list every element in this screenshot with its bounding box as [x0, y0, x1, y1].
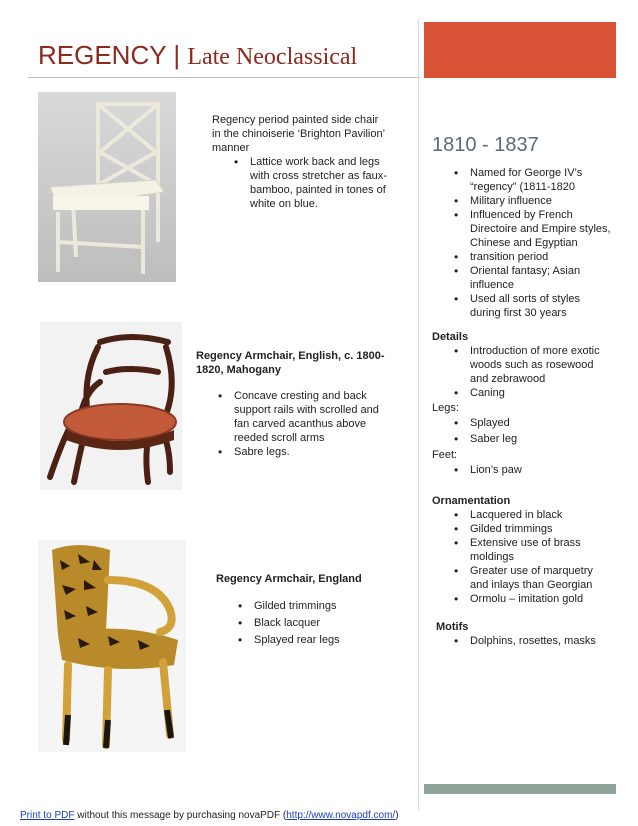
chair3-caption: Regency Armchair, England — [216, 573, 362, 585]
list-item: • Black lacquer — [234, 615, 386, 632]
list-item: • Named for George IV’s “regency” (1811-1820 — [432, 166, 612, 194]
list-item: • Introduction of more exotic woods such as rosewood and zebrawood — [432, 344, 612, 386]
sidebar-divider — [418, 20, 419, 810]
chair1-bullets — [230, 155, 388, 211]
list-item: • Influenced by French Directoire and Empire styles, Chinese and Egyptian — [432, 208, 612, 250]
chair2-caption-block — [196, 349, 396, 459]
sidebar-intro-list — [432, 166, 612, 320]
list-item: • Gilded trimmings — [234, 598, 386, 615]
legs-list — [432, 415, 612, 447]
list-item: • Greater use of marquetry and inlays than Georgian — [432, 564, 612, 592]
list-item: • Dolphins, rosettes, masks — [432, 634, 612, 648]
footer — [20, 810, 399, 821]
sidebar — [432, 134, 612, 648]
footer-end: ) — [395, 810, 399, 821]
chair1-image — [38, 92, 176, 282]
novapdf-link[interactable]: http://www.novapdf.com/ — [286, 810, 396, 821]
sidebar-header-block — [424, 22, 616, 78]
list-item: • Ormolu – imitation gold — [432, 592, 612, 606]
feet-label: Feet: — [432, 449, 458, 461]
chair3-image — [38, 540, 186, 752]
title-rule — [28, 77, 420, 78]
details-list — [432, 344, 612, 400]
list-item: • Concave cresting and back support rails with scrolled and fan carved acanthus above reeded scroll arms — [214, 389, 396, 445]
motifs-heading: Motifs — [436, 621, 469, 633]
chair2-image — [40, 322, 182, 490]
list-item: • Military influence — [432, 194, 612, 208]
motifs-list — [432, 634, 612, 648]
chair3-caption-block — [216, 572, 386, 649]
sidebar-footer-block — [424, 784, 616, 794]
list-item: • transition period — [432, 250, 612, 264]
list-item: • Caning — [432, 386, 612, 400]
list-item: • Used all sorts of styles during first 30 years — [432, 292, 612, 320]
list-item: • Oriental fantasy; Asian influence — [432, 264, 612, 292]
footer-text: without this message by purchasing novaPDF ( — [74, 810, 287, 821]
list-item: • Saber leg — [432, 431, 612, 447]
list-item: • Lion’s paw — [432, 462, 612, 478]
sidebar-years: 1810 - 1837 — [432, 134, 539, 156]
page-title — [38, 40, 357, 71]
legs-label: Legs: — [432, 402, 459, 414]
chair1-caption: Regency period painted side chair in the chinoiserie ‘Brighton Pavilion’ manner — [212, 114, 385, 154]
print-to-pdf-link[interactable]: Print to PDF — [20, 810, 75, 821]
list-item: • Sabre legs. — [214, 445, 396, 459]
title-main: REGENCY | — [38, 40, 188, 70]
chair1-caption-block — [212, 113, 388, 211]
list-item: • Lattice work back and legs with cross stretcher as faux-bamboo, painted in tones of white on blue. — [230, 155, 388, 211]
list-item: • Splayed rear legs — [234, 632, 386, 649]
ornamentation-heading: Ornamentation — [432, 495, 511, 507]
details-heading: Details — [432, 331, 469, 343]
list-item: • Lacquered in black — [432, 508, 612, 522]
list-item: • Gilded trimmings — [432, 522, 612, 536]
list-item: • Splayed — [432, 415, 612, 431]
chair2-caption: Regency Armchair, English, c. 1800-1820, Mahogany — [196, 350, 385, 376]
feet-list — [432, 462, 612, 478]
list-item: • Extensive use of brass moldings — [432, 536, 612, 564]
ornamentation-list — [432, 508, 612, 606]
chair2-bullets — [214, 389, 396, 459]
chair3-bullets — [234, 598, 386, 649]
title-sub: Late Neoclassical — [187, 44, 358, 70]
